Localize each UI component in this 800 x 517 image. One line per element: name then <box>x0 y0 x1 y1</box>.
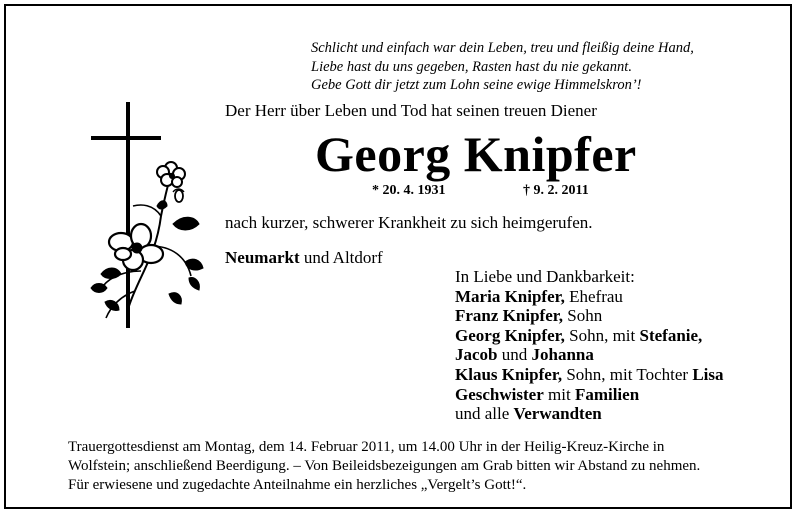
family-relation: Sohn, mit Tochter <box>562 364 693 384</box>
death-note: nach kurzer, schwerer Krankheit zu sich heimgerufen. <box>225 213 593 232</box>
family-relation: und alle <box>455 404 514 424</box>
family-relation: Sohn <box>562 306 603 326</box>
family-line <box>455 326 724 346</box>
service-line: Trauergottesdienst am Montag, dem 14. Februar 2011, um 14.00 Uhr in der Heilig-Kreuz-Kirche in <box>68 439 665 455</box>
service-line: Für erwiesene und zugedachte Anteilnahme ein herzliches „Vergelt’s Gott!“. <box>68 477 527 493</box>
obituary-notice <box>4 4 792 509</box>
family-name: Johanna <box>531 345 594 365</box>
intro-text: Der Herr über Leben und Tod hat seinen treuen Diener <box>225 101 597 120</box>
poem-line: Liebe hast du uns gegeben, Rasten hast du nie gekannt. <box>311 58 632 75</box>
family-relation: mit <box>543 384 575 404</box>
family-line <box>455 365 724 385</box>
family-name: Klaus Knipfer, <box>455 364 563 384</box>
family-name: Stefanie, <box>639 325 703 345</box>
family-name: Jacob <box>455 345 498 365</box>
family-line <box>455 385 724 405</box>
family-line <box>455 345 724 365</box>
family-name: Georg Knipfer, <box>455 325 565 345</box>
family-name: Verwandten <box>513 404 602 424</box>
family-line <box>455 404 724 424</box>
poem <box>311 39 694 95</box>
family-name: Maria Knipfer, <box>455 286 565 306</box>
family-relation: und <box>497 345 532 365</box>
deceased-name: Georg Knipfer <box>315 126 637 182</box>
family-relation: Ehefrau <box>564 286 623 306</box>
family-name: Familien <box>574 384 640 404</box>
family-name: Franz Knipfer, <box>455 306 563 326</box>
family-line <box>455 306 724 326</box>
family-list <box>455 267 724 424</box>
cross-with-flowers-icon <box>61 96 211 336</box>
service-info <box>68 438 700 495</box>
family-heading: In Liebe und Dankbarkeit: <box>455 267 635 286</box>
family-name: Geschwister <box>455 384 544 404</box>
service-line: Wolfstein; anschließend Beerdigung. – Von Beileidsbezeigungen am Grab bitten wir Abstand zu nehmen. <box>68 458 701 474</box>
places <box>225 248 383 268</box>
family-name: Lisa <box>692 364 724 384</box>
place-bold: Neumarkt <box>225 248 300 267</box>
death-date: † 9. 2. 2011 <box>523 183 589 198</box>
family-line <box>455 287 724 307</box>
family-relation: Sohn, mit <box>564 325 640 345</box>
poem-line: Gebe Gott dir jetzt zum Lohn seine ewige Himmelskron’! <box>311 77 642 93</box>
poem-line: Schlicht und einfach war dein Leben, treu und fleißig deine Hand, <box>311 40 694 56</box>
place-rest: und Altdorf <box>299 248 383 267</box>
birth-date: * 20. 4. 1931 <box>372 183 446 198</box>
